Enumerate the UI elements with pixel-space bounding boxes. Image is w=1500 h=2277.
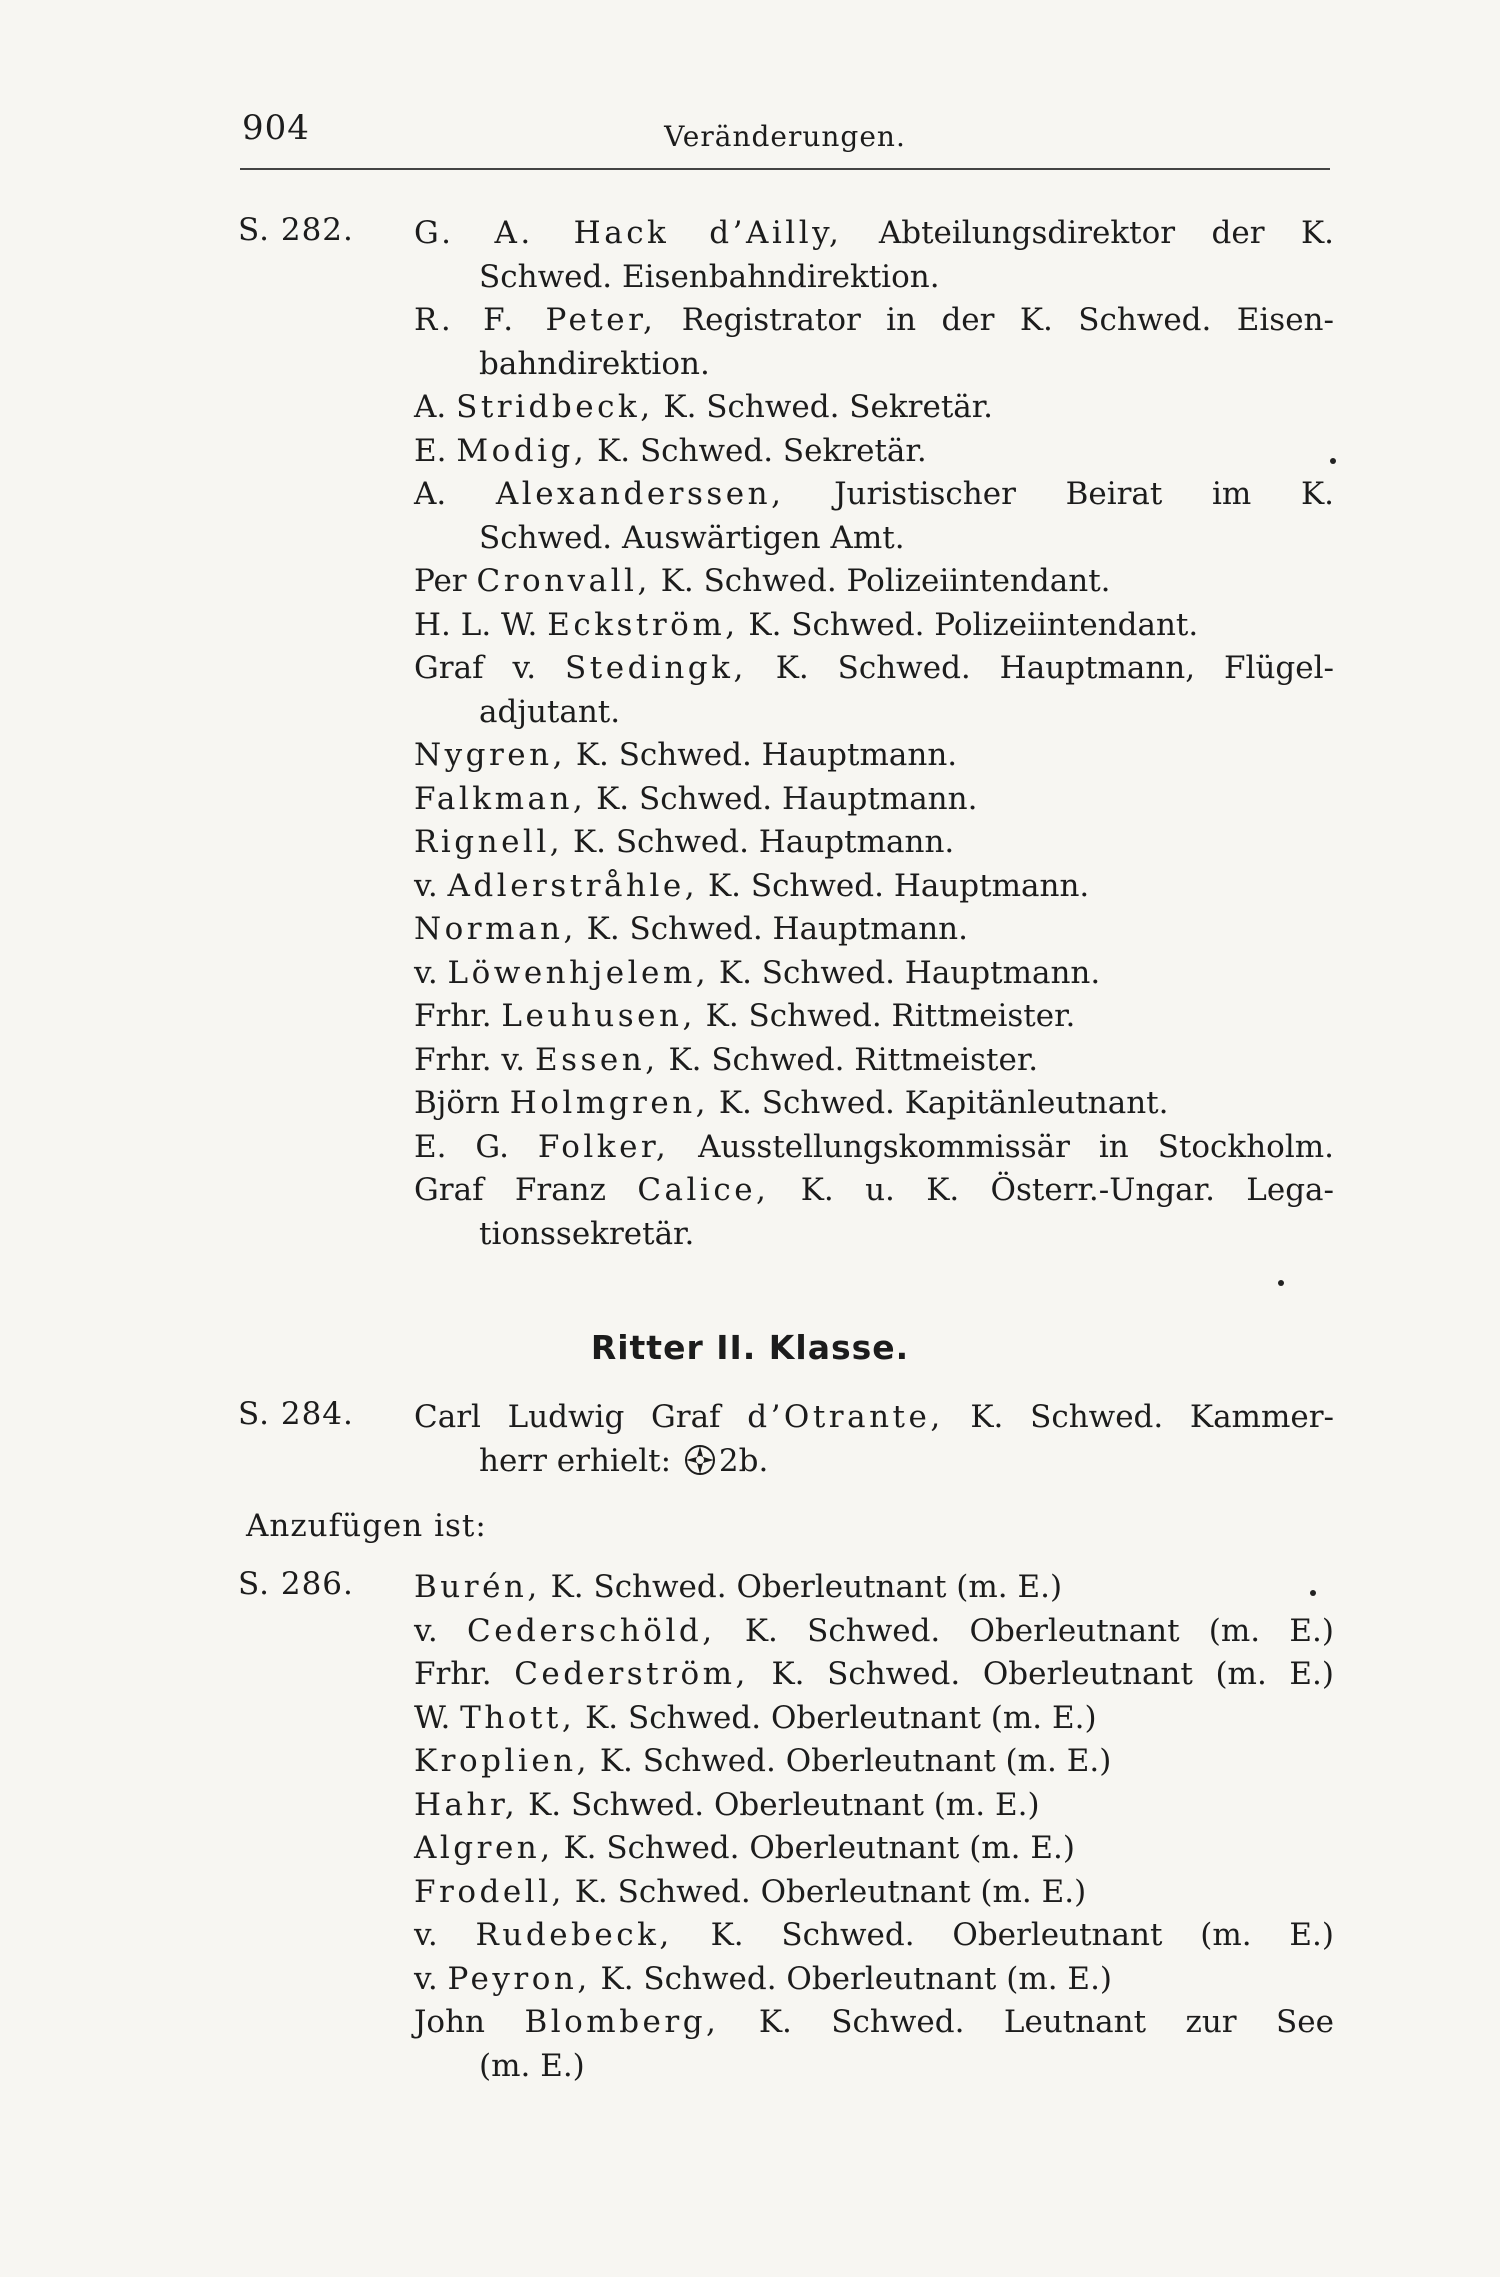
list-item: W. Thott, K. Schwed. Oberleutnant (m. E.) (414, 1699, 1097, 1736)
list-item-continuation: adjutant. (479, 693, 621, 730)
list-item: Frhr. v. Essen, K. Schwed. Rittmeister. (414, 1041, 1039, 1078)
list-item: R. F. Peter, Registrator in der K. Schwed. Eisen- (414, 302, 1334, 338)
list-item: Graf v. Stedingk, K. Schwed. Hauptmann, Flügel- (414, 650, 1334, 686)
list-item: v. Adlerstråhle, K. Schwed. Hauptmann. (414, 867, 1090, 904)
list-item-continuation: Schwed. Eisenbahndirektion. (479, 258, 940, 295)
list-item: Rignell, K. Schwed. Hauptmann. (414, 824, 955, 860)
list-item: v. Löwenhjelem, K. Schwed. Hauptmann. (414, 954, 1101, 991)
list-item: A. Alexanderssen, Juristischer Beirat im K. (414, 476, 1334, 512)
list-item: E. G. Folker, Ausstellungskommissär in Stockholm. (414, 1128, 1334, 1165)
list-item: Kroplien, K. Schwed. Oberleutnant (m. E.) (414, 1743, 1112, 1779)
list-item: Hahr, K. Schwed. Oberleutnant (m. E.) (414, 1786, 1040, 1823)
list-item: G. A. Hack d’Ailly, Abteilungsdirektor der K. (414, 215, 1334, 251)
list-item: Burén, K. Schwed. Oberleutnant (m. E.) (414, 1569, 1063, 1605)
list-item: Frhr. Cederström, K. Schwed. Oberleutnant (m. E.) (414, 1656, 1334, 1692)
list-item: John Blomberg, K. Schwed. Leutnant zur See (414, 2004, 1334, 2040)
list-item: A. Stridbeck, K. Schwed. Sekretär. (414, 389, 994, 425)
print-speck (1310, 1590, 1316, 1596)
list-item: Nygren, K. Schwed. Hauptmann. (414, 737, 958, 773)
section-heading: Ritter II. Klasse. (590, 1328, 910, 1367)
page-number: 904 (242, 108, 310, 148)
list-item: Frodell, K. Schwed. Oberleutnant (m. E.) (414, 1873, 1087, 1910)
list-item: v. Peyron, K. Schwed. Oberleutnant (m. E.) (414, 1960, 1113, 1997)
list-item: Carl Ludwig Graf d’Otrante, K. Schwed. Kammer- (414, 1399, 1334, 1435)
print-speck (1330, 458, 1336, 464)
section-ref: S. 282. (238, 212, 354, 248)
list-item: Björn Holmgren, K. Schwed. Kapitänleutnant. (414, 1085, 1169, 1121)
note-label: Anzufügen ist: (246, 1508, 487, 1544)
list-item: Graf Franz Calice, K. u. K. Österr.-Ungar. Lega- (414, 1172, 1334, 1208)
list-item-continuation: (m. E.) (479, 2047, 585, 2084)
list-item: Frhr. Leuhusen, K. Schwed. Rittmeister. (414, 998, 1076, 1034)
entry-list (414, 212, 1334, 1256)
list-item: Per Cronvall, K. Schwed. Polizeiintendant. (414, 563, 1111, 599)
list-item-continuation: Schwed. Auswärtigen Amt. (479, 519, 905, 556)
list-item: v. Cederschöld, K. Schwed. Oberleutnant (m. E.) (414, 1612, 1334, 1649)
entry-list (414, 1396, 1334, 1483)
section-ref: S. 284. (238, 1396, 354, 1432)
entry-list (414, 1566, 1334, 2088)
print-speck (1278, 1280, 1284, 1286)
list-item: v. Rudebeck, K. Schwed. Oberleutnant (m. E.) (414, 1917, 1335, 1953)
list-item: H. L. W. Eckström, K. Schwed. Polizeiintendant. (414, 606, 1199, 643)
section-ref: S. 286. (238, 1566, 354, 1602)
list-item-continuation: tionssekretär. (479, 1215, 695, 1252)
list-item: Algren, K. Schwed. Oberleutnant (m. E.) (414, 1830, 1075, 1866)
order-cross-icon (683, 1443, 717, 1477)
list-item: Norman, K. Schwed. Hauptmann. (414, 911, 968, 947)
list-item: E. Modig, K. Schwed. Sekretär. (414, 432, 927, 469)
list-item-continuation: herr erhielt: 2b. (479, 1442, 769, 1479)
list-item: Falkman, K. Schwed. Hauptmann. (414, 780, 978, 817)
header-rule (240, 168, 1330, 170)
running-head: Veränderungen. (664, 120, 906, 153)
list-item-continuation: bahndirektion. (479, 345, 710, 382)
page-header (240, 108, 1330, 164)
